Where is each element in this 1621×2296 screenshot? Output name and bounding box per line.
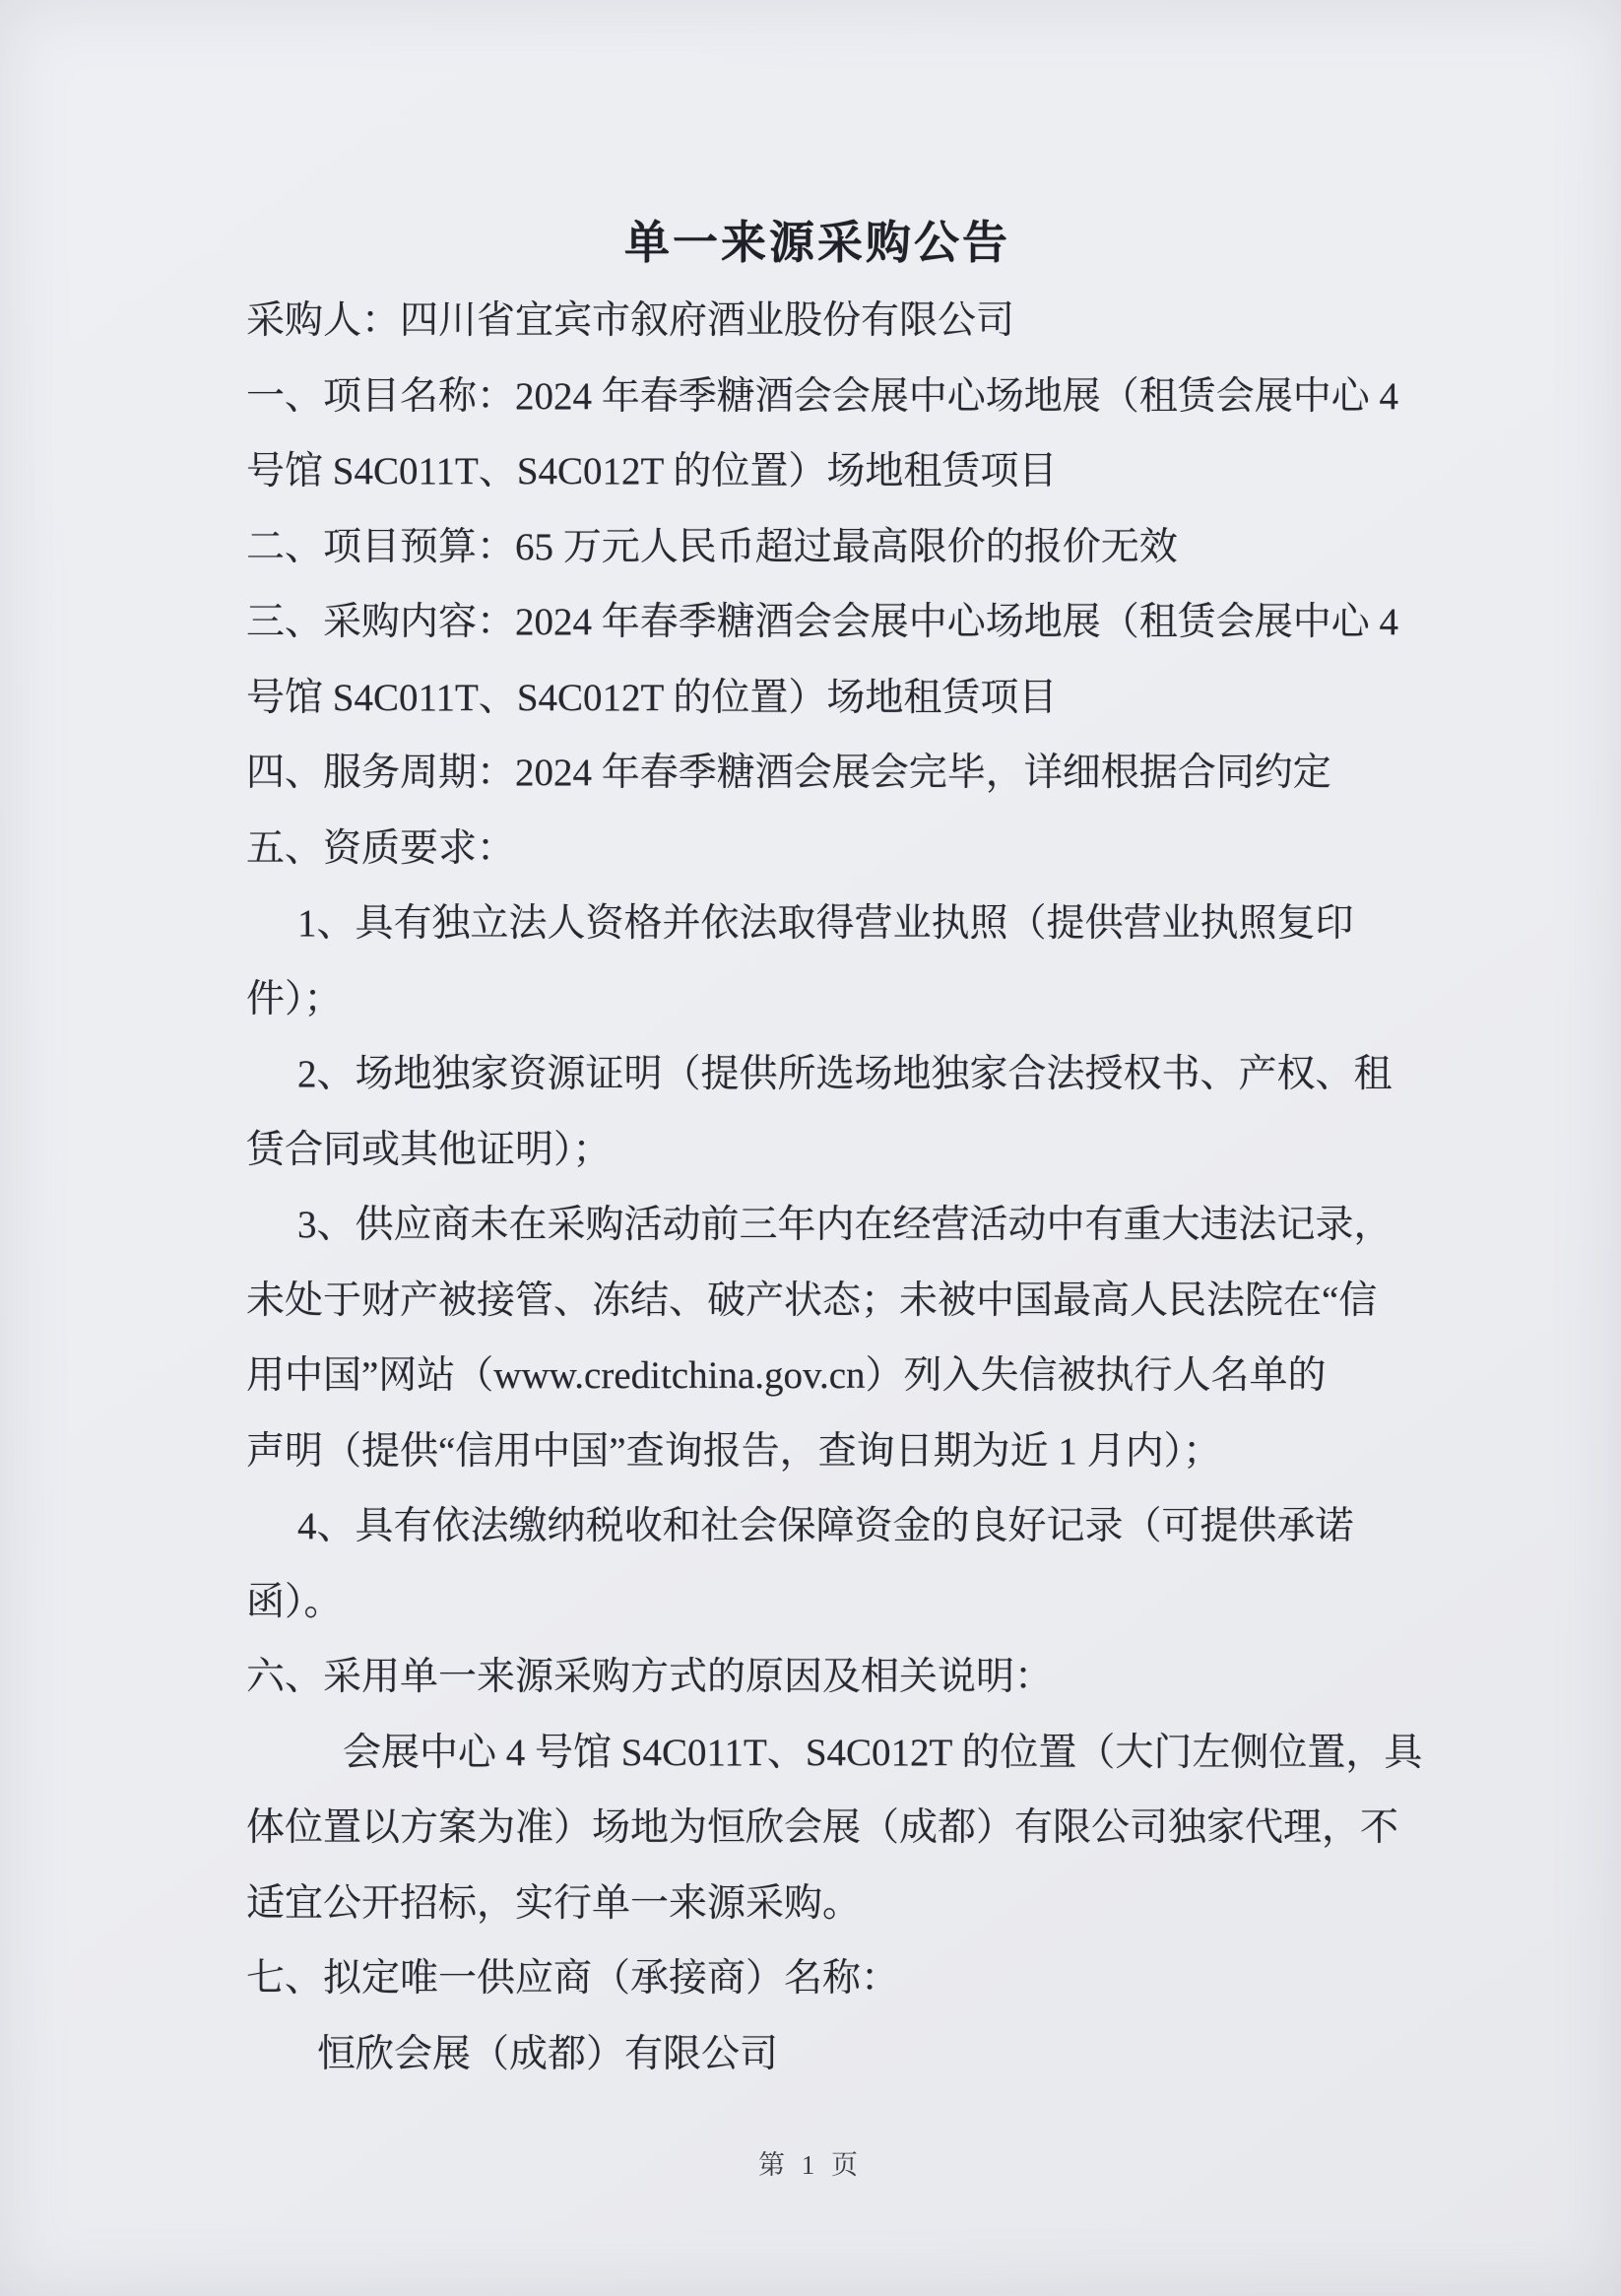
text-line-qualification-3-cont3: 声明（提供“信用中国”查询报告，查询日期为近 1 月内）；	[246, 1429, 1222, 1473]
text-line-qualification-1-cont: 件）；	[246, 977, 343, 1020]
text-line-project-name-cont: 号馆 S4C011T、S4C012T 的位置）场地租赁项目	[246, 450, 1058, 492]
text-line-qualification-2: 2、场地独家资源证明（提供所选场地独家合法授权书、产权、租	[297, 1053, 1393, 1095]
document-body	[246, 284, 1423, 2092]
text-line-qualification-4-cont: 函）。	[246, 1580, 343, 1623]
text-line-qualification-4: 4、具有依法缴纳税收和社会保障资金的良好记录（可提供承诺	[297, 1505, 1354, 1547]
text-line-purchaser: 采购人：四川省宜宾市叙府酒业股份有限公司	[246, 299, 1015, 342]
text-line-qualification-1: 1、具有独立法人资格并依法取得营业执照（提供营业执照复印	[297, 902, 1354, 945]
text-line-reason-body1: 会展中心 4 号馆 S4C011T、S4C012T 的位置（大门左侧位置，具	[343, 1731, 1423, 1774]
document-title: 单一来源采购公告	[624, 217, 1010, 268]
text-line-project-name: 一、项目名称：2024 年春季糖酒会会展中心场地展（租赁会展中心 4	[246, 374, 1399, 418]
text-line-qualification-3-cont2: 用中国”网站（www.creditchina.gov.cn）列入失信被执行人名单的	[246, 1354, 1327, 1397]
text-line-qualification-3: 3、供应商未在采购活动前三年内在经营活动中有重大违法记录，	[297, 1204, 1393, 1246]
text-line-reason-body2: 体位置以方案为准）场地为恒欣会展（成都）有限公司独家代理，不	[246, 1806, 1399, 1849]
text-line-procurement-content: 三、采购内容：2024 年春季糖酒会会展中心场地展（租赁会展中心 4	[246, 601, 1399, 643]
text-line-procurement-content-cont: 号馆 S4C011T、S4C012T 的位置）场地租赁项目	[246, 676, 1058, 719]
text-line-qualification-heading: 五、资质要求：	[246, 826, 516, 870]
text-line-service-period: 四、服务周期：2024 年春季糖酒会展会完毕，详细根据合同约定	[246, 752, 1331, 794]
text-line-qualification-3-cont1: 未处于财产被接管、冻结、破产状态；未被中国最高人民法院在“信	[246, 1279, 1378, 1322]
text-line-supplier-heading: 七、拟定唯一供应商（承接商）名称：	[246, 1957, 900, 2000]
page-number: 第 1 页	[758, 2150, 863, 2180]
text-line-reason-heading: 六、采用单一来源采购方式的原因及相关说明：	[246, 1656, 1054, 1698]
text-line-reason-body3: 适宜公开招标，实行单一来源采购。	[246, 1881, 862, 1925]
text-line-qualification-2-cont: 赁合同或其他证明）；	[246, 1128, 612, 1171]
text-line-supplier-name: 恒欣会展（成都）有限公司	[317, 2032, 779, 2075]
text-line-budget: 二、项目预算：65 万元人民币超过最高限价的报价无效	[246, 525, 1178, 568]
